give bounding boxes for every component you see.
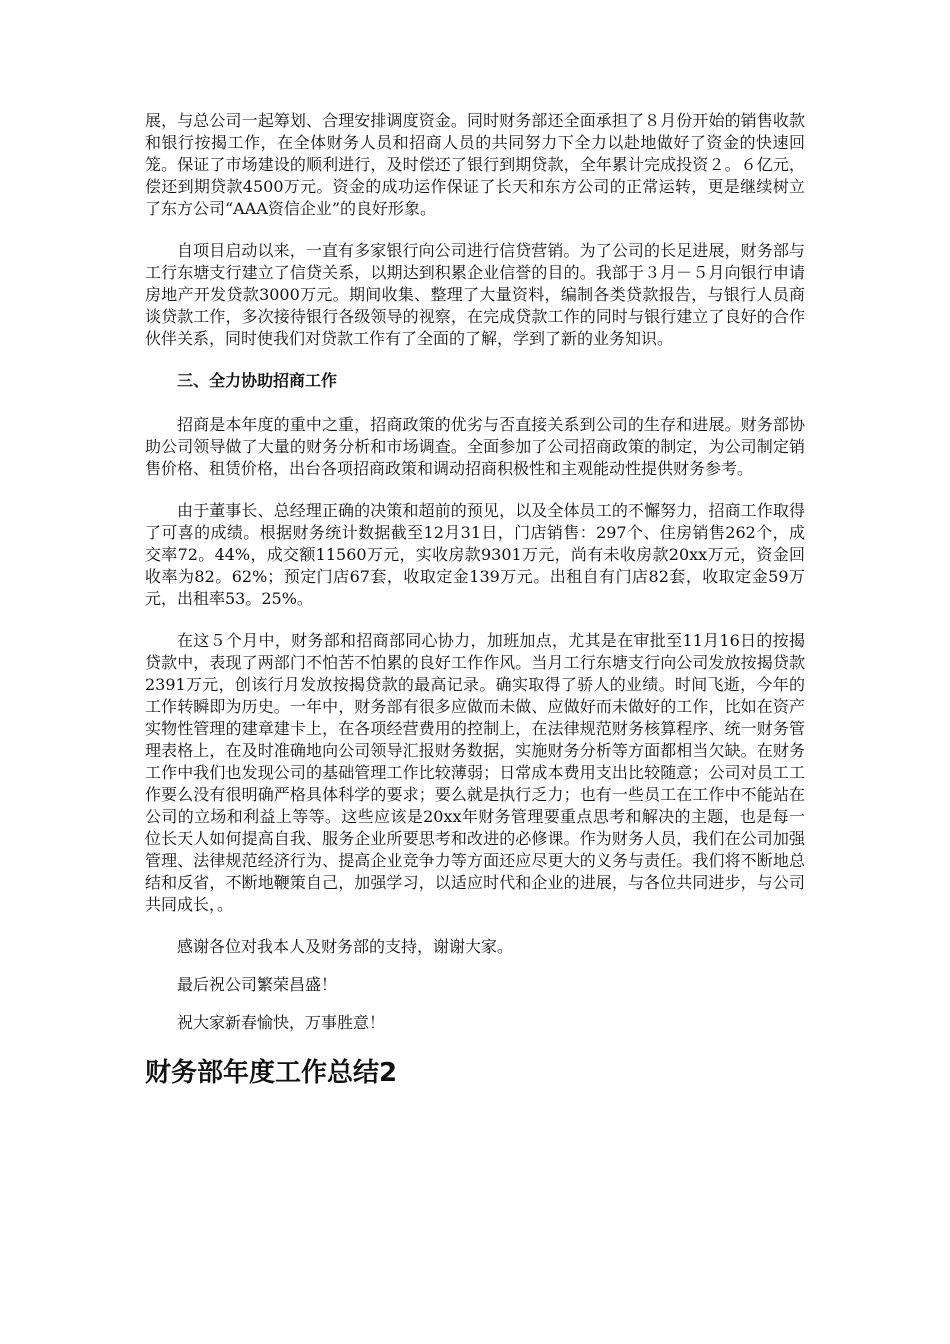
paragraph-review: 在这５个月中，财务部和招商部同心协力，加班加点，尤其是在审批至11月16日的按揭贷款中，表现了两部门不怕苦不怕累的良好工作作风。当月工行东塘支行向公司发放按揭贷款2391万元，创该行月发放按揭贷款的最高记录。确实取得了骄人的业绩。时间飞逝，今年的工作转瞬即为历史。一年中，财务部有很多应做而未做、应做好而未做好的工作，比如在资产实物性管理的建章建卡上，在各项经营费用的控制上，在法律规范财务核算程序、统一财务管理表格上，在及时准确地向公司领导汇报财务数据，实施财务分析等方面都相当欠缺。在财务工作中我们也发现公司的基础管理工作比较薄弱；日常成本费用支出比较随意；公司对员工工作要么没有很明确严格具体科学的要求；要么就是执行乏力；也有一些员工在工作中不能站在公司的立场和利益上等等。这些应该是20xx年财务管理要重点思考和解决的主题，也是每一位长天人如何提高自我、服务企业所要思考和改进的必修课。作为财务人员，我们在公司加强管理、法律规范经济行为、提高企业竞争力等方面还应尽更大的义务与责任。我们将不断地总结和反省，不断地鞭策自己，加强学习，以适应时代和企业的进展，与各位共同进步，与公司共同成长，。	[145, 631, 805, 914]
document-title-next: 财务部年度工作总结2	[145, 1058, 398, 1088]
closing-wish-company: 最后祝公司繁荣昌盛！	[177, 975, 338, 994]
paragraph-investment-results: 由于董事长、总经理正确的决策和超前的预见，以及全体员工的不懈努力，招商工作取得了可喜的成绩。根据财务统计数据截至12月31日，门店销售：297个、住房销售262个，成交率72。44%，成交额11560万元，实收房款9301万元，尚有未收房款20xx万元，资金回收率为82。62%；预定门店67套，收取定金139万元。出租自有门店82套，收取定金59万元，出租率53。25%。	[145, 501, 805, 608]
closing-thanks: 感谢各位对我本人及财务部的支持，谢谢大家。	[177, 937, 514, 956]
paragraph-investment-policy: 招商是本年度的重中之重，招商政策的优劣与否直接关系到公司的生存和进展。财务部协助公司领导做了大量的财务分析和市场调查。全面参加了公司招商政策的制定，为公司制定销售价格、租赁价格，出台各项招商政策和调动招商积极性和主观能动性提供财务参考。	[145, 415, 805, 478]
paragraph-funding: 展，与总公司一起筹划、合理安排调度资金。同时财务部还全面承担了８月份开始的销售收款和银行按揭工作，在全体财务人员和招商人员的共同努力下全力以赴地做好了资金的快速回笼。保证了市场建设的顺利进行，及时偿还了银行到期贷款，全年累计完成投资２。６亿元，偿还到期贷款4500万元。资金的成功运作保证了长天和东方公司的正常运转，更是继续树立了东方公司“AAA资信企业”的良好形象。	[145, 111, 805, 218]
paragraph-bank-credit: 自项目启动以来，一直有多家银行向公司进行信贷营销。为了公司的长足进展，财务部与工行东塘支行建立了信贷关系，以期达到积累企业信誉的目的。我部于３月－５月向银行申请房地产开发贷款3000万元。期间收集、整理了大量资料，编制各类贷款报告，与银行人员商谈贷款工作，多次接待银行各级领导的视察，在完成贷款工作的同时与银行建立了良好的合作伙伴关系，同时使我们对贷款工作有了全面的了解，学到了新的业务知识。	[145, 241, 805, 348]
section-heading-investment: 三、全力协助招商工作	[177, 371, 338, 390]
document-body	[145, 110, 805, 1090]
closing-wish-new-year: 祝大家新春愉快，万事胜意！	[177, 1013, 386, 1032]
